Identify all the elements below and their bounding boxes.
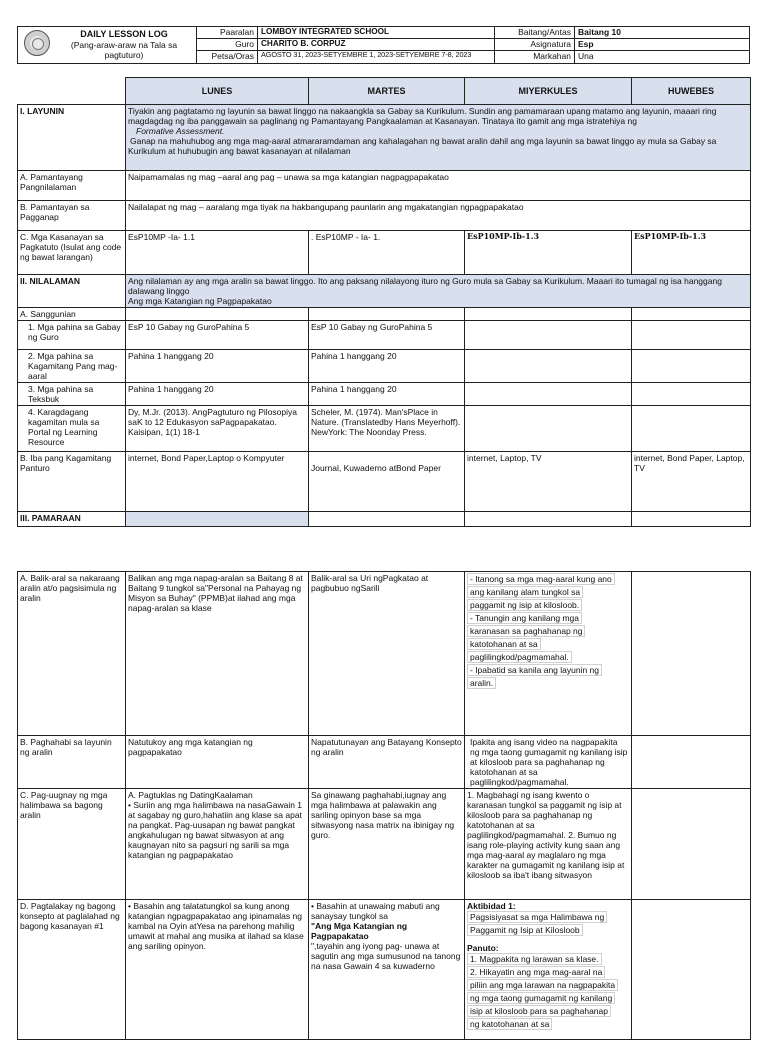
col-huwebes: HUWEBES: [632, 78, 751, 105]
school-header: [17, 26, 750, 64]
cell-miyerkules: 1. Magbahagi ng isang kwento o karanasan tungkol sa paggamit ng isip at kilosloob para sa paghahanap ng katotohanan at sa paglilingkod/pagmamahal. 2. Bumuo ng isang role-playing activity kung saan ang mga mag-aaral ay maglalaro ng mga karakter na gumagamit ng kanilang isip at kilosloob sa iba't ibang sitwasyon: [465, 789, 632, 900]
cell-huwebes: [632, 350, 751, 383]
nilalaman-label: II. NILALAMAN: [18, 275, 126, 308]
line: 1. Magpakita ng larawan sa klase.: [467, 953, 602, 965]
iba-pang-kagamitan-row: [18, 452, 751, 512]
martes-line-1: • Basahin at unawaing mabuti ang sanaysay tungkol sa: [311, 901, 440, 922]
kasanayan-row: [18, 231, 751, 275]
cell-lunes: • Basahin ang talatatungkol sa kung anong katangian ngpagpapakatao ang ipinamalas ng kambal na Oyin atYesa na parehong mahilig umawit at mahal ang musika at ilahad sa klase ang sariling opinyon.: [126, 900, 309, 1040]
line: piliin ang mga larawan na nagpapakita: [467, 979, 618, 991]
cell-huwebes: [632, 900, 751, 1040]
cell-lunes: internet, Bond Paper,Laptop o Kompyuter: [126, 452, 309, 512]
sanggunian-label: A. Sanggunian: [18, 308, 126, 321]
cell-martes: Balik-aral sa Uri ngPagkatao at pagbubuo ngSarili: [309, 572, 465, 736]
header-title: [54, 29, 194, 60]
dll-title: DAILY LESSON LOG: [80, 29, 168, 39]
line: 2. Hikayatin ang mga mag-aaral na: [467, 966, 605, 978]
guro-value: CHARITO B. CORPUZ: [257, 39, 494, 50]
pamaraan-label: III. PAMARAAN: [18, 512, 126, 527]
pamantayan-sa-pagganap-row: [18, 201, 751, 231]
line: Paggamit ng Isip at Kilosloob: [467, 924, 583, 936]
line: paggamit ng isip at kilosloob.: [467, 599, 582, 611]
col-martes: MARTES: [309, 78, 465, 105]
line: paglilingkod/pagmamahal.: [467, 651, 572, 663]
layunin-label: I. LAYUNIN: [18, 105, 126, 171]
cell-miyerkules: [465, 383, 632, 406]
cell-huwebes: [632, 736, 751, 789]
nilalaman-text-2: Ang mga Katangian ng Pagpapakatao: [128, 296, 272, 307]
cell-martes: Sa ginawang paghahabi,iugnay ang mga halimbawa at palawakin ang sariling opinyon base sa mga sitwasyong nasa matrix na ibinigay ng guro.: [309, 789, 465, 900]
cell-lunes: EsP 10 Gabay ng GuroPahina 5: [126, 321, 309, 350]
row-label: 2. Mga pahina sa Kagamitang Pang mag-aaral: [18, 350, 126, 383]
row-label: 4. Karagdagang kagamitan mula sa Portal ng Learning Resource: [18, 406, 126, 452]
nilalaman-row: [18, 275, 751, 308]
layunin-row: [18, 105, 751, 171]
cell-martes: Pahina 1 hanggang 20: [309, 383, 465, 406]
kagamitang-row: [18, 350, 751, 383]
markahan-label: Markahan: [494, 51, 574, 63]
panuto-title: Panuto:: [467, 943, 499, 954]
cell-miyerkules: internet, Laptop, TV: [465, 452, 632, 512]
cell-lunes: [126, 789, 309, 900]
cell-lunes: Pahina 1 hanggang 20: [126, 383, 309, 406]
row-label: D. Pagtalakay ng bagong konsepto at paglalahad ng bagong kasanayan #1: [18, 900, 126, 1040]
day-header-row: [18, 78, 751, 105]
baitang-label: Baitang/Antas: [494, 27, 574, 38]
cell-martes: Scheler, M. (1974). Man'sPlace in Nature. (Translatedby Hans Meyerhoff). NewYork: The Noonday Press.: [309, 406, 465, 452]
row-label: A. Balik-aral sa nakaraang aralin at/o pagsisimula ng aralin: [18, 572, 126, 736]
row-label: B. Pamantayan sa Pagganap: [18, 201, 126, 231]
dll-subtitle: (Pang-araw-araw na Tala sa pagtuturo): [70, 39, 178, 60]
cell-huwebes: internet, Bond Paper, Laptop, TV: [632, 452, 751, 512]
cell-martes: EsP 10 Gabay ng GuroPahina 5: [309, 321, 465, 350]
petsa-label: Petsa/Oras: [196, 51, 257, 63]
row-label: 1. Mga pahina sa Gabay ng Guro: [18, 321, 126, 350]
kasanayan-huwebes: EsP10MP-Ib-1.3: [632, 231, 751, 275]
line: ng katotohanan at sa: [467, 1018, 552, 1030]
pagtalakay-row: [18, 900, 751, 1040]
cell-huwebes: [632, 406, 751, 452]
pamaraan-table: [17, 571, 751, 1040]
col-miyerkules: MIYERKULES: [465, 78, 632, 105]
line: ng mga taong gumagamit ng kanilang: [467, 992, 615, 1004]
nilalaman-text: [126, 275, 751, 308]
paghahabi-row: [18, 736, 751, 789]
kasanayan-label: C. Mga Kasanayan sa Pagkatuto (Isulat ang code ng bawat larangan): [18, 231, 126, 275]
row-label: B. Paghahabi sa layunin ng aralin: [18, 736, 126, 789]
layunin-text: [126, 105, 751, 171]
row-label: 3. Mga pahina sa Teksbuk: [18, 383, 126, 406]
guro-label: Guro: [196, 39, 257, 50]
row-label: A. Pamantayang Pangnilalaman: [18, 171, 126, 201]
layunin-text-3: Ganap na mahuhubog ang mga mag-aaral atmararamdaman ang kahalagahan ng bawat aralin dahil ang mga layunin sa bawat linggo ay mula sa Gabay sa Kurikulum at huhubugin ang bawat kasanayan at nilalaman: [128, 136, 717, 157]
nilalaman-text-1: Ang nilalaman ay ang mga aralin sa bawat linggo. Ito ang paksang nilalayong ituro ng Guro mula sa Gabay sa Kurikulum. Maaari ito tumagal ng isa hanggang dalawang linggo: [128, 276, 722, 297]
cell-lunes: Balikan ang mga napag-aralan sa Baitang 8 at Baitang 9 tungkol sa"Personal na Pahayag ng Misyon sa Buhay" (PPMB)at ilahad ang mga napag-aralan sa klase: [126, 572, 309, 736]
cell-huwebes: [632, 321, 751, 350]
kasanayan-miyerkules: EsP10MP-Ib-1.3: [465, 231, 632, 275]
line: ang kanilang alam tungkol sa: [467, 586, 583, 598]
cell-martes: Pahina 1 hanggang 20: [309, 350, 465, 383]
paaralan-value: LOMBOY INTEGRATED SCHOOL: [257, 27, 494, 38]
pag-uugnay-row: [18, 789, 751, 900]
cell-miyerkules: [465, 406, 632, 452]
cell-lunes: Natutukoy ang mga katangian ng pagpapakatao: [126, 736, 309, 789]
cell-martes: [309, 900, 465, 1040]
deped-seal-icon: [24, 30, 50, 56]
cell-huwebes: [632, 383, 751, 406]
petsa-value: AGOSTO 31, 2023-SETYEMBRE 1, 2023-SETYEMBRE 7-8, 2023: [257, 51, 494, 63]
asignatura-label: Asignatura: [494, 39, 574, 50]
row-label: B. Iba pang Kagamitang Panturo: [18, 452, 126, 512]
line: - Tanungin ang kanilang mga: [467, 612, 582, 624]
row-label: C. Pag-uugnay ng mga halimbawa sa bagong aralin: [18, 789, 126, 900]
kasanayan-lunes: EsP10MP -Ia- 1.1: [126, 231, 309, 275]
line: - Ipabatid sa kanila ang layunin ng: [467, 664, 602, 676]
cell-martes: Journal, Kuwaderno atBond Paper: [309, 452, 465, 512]
markahan-value: Una: [574, 51, 750, 63]
row-text: Nailalapat ng mag – aaralang mga tiyak na hakbangupang paunlarin ang mgakatangian ngpagpapakatao: [126, 201, 751, 231]
line: katotohanan at sa: [467, 638, 541, 650]
martes-line-3: ",tayahin ang iyong pag- unawa at sagutin ang mga sumusunod na tanong na nasa Gawain 4 sa kuwaderno: [311, 941, 461, 972]
col-lunes: LUNES: [126, 78, 309, 105]
pamantayang-pangnilalaman-row: [18, 171, 751, 201]
lunes-line-2: • Suriin ang mga halimbawa na nasaGawain 1 at sagabay ng guro,hahatiin ang klase sa apat na pangkat. Pag-uusapan ng bawat pangkat angkahulugan ng bawat sitwasyon at ang kaugnayan nito sa pagsuri ng sarili sa mga katangian ng pagpapakatao: [128, 800, 303, 861]
lunes-line-1: A. Pagtuklas ng DatingKaalaman: [128, 790, 253, 801]
cell-miyerkules: [465, 900, 632, 1040]
paaralan-label: Paaralan: [196, 27, 257, 38]
line: aralin.: [467, 677, 496, 689]
cell-miyerkules: [465, 350, 632, 383]
cell-lunes: Dy, M.Jr. (2013). AngPagtuturo ng Pilosopiya saK to 12 Edukasyon saPagpapakatao. Kaisipan, 1(1) 18-1: [126, 406, 309, 452]
line: isip at kilosloob para sa paghahanap: [467, 1005, 611, 1017]
cell-huwebes: [632, 789, 751, 900]
cell-miyerkules: [465, 321, 632, 350]
layunin-text-1: Tiyakin ang pagtatamo ng layunin sa bawat linggo na nakaangkla sa Gabay sa Kurikulum. Sundin ang pamamaraan upang matamo ang layunin, maaari ring magdagdag ng iba panggawain sa paglinang ng Pamantayang Pangkaalaman at Kasanayan. Tinataya ito gamit ang mga istratehiya ng: [128, 106, 717, 127]
pamaraan-row: [18, 512, 751, 527]
row-text: Naipamamalas ng mag –aaral ang pag – unawa sa mga katangian nagpagpapakatao: [126, 171, 751, 201]
kasanayan-martes: . EsP10MP - Ia- 1.: [309, 231, 465, 275]
martes-line-2: "Ang Mga Katangian ng Pagpapakatao: [311, 921, 408, 942]
line: Pagsisiyasat sa mga Halimbawa ng: [467, 911, 607, 923]
cell-huwebes: [632, 572, 751, 736]
baitang-value: Baitang 10: [574, 27, 750, 38]
cell-lunes: Pahina 1 hanggang 20: [126, 350, 309, 383]
sanggunian-row: [18, 308, 751, 321]
portal-row: [18, 406, 751, 452]
aktibidad-title: Aktibidad 1:: [467, 901, 516, 912]
cell-martes: Napatutunayan ang Batayang Konsepto ng aralin: [309, 736, 465, 789]
cell-miyerkules: Ipakita ang isang video na nagpapakita ng mga taong gumagamit ng kanilang isip at kilosloob para sa paghahanap ng katotohanan at sa paglilingkod/pagmamahal.: [465, 736, 632, 789]
gabay-guro-row: [18, 321, 751, 350]
line: karanasan sa paghahanap ng: [467, 625, 585, 637]
cell-miyerkules: [465, 572, 632, 736]
lesson-log-table: [17, 77, 751, 527]
asignatura-value: Esp: [574, 39, 750, 50]
line: - Itanong sa mga mag-aaral kung ano: [467, 573, 615, 585]
header-info-grid: [196, 27, 750, 63]
layunin-text-2: Formative Assessment.: [136, 126, 225, 137]
balik-aral-row: [18, 572, 751, 736]
teksbuk-row: [18, 383, 751, 406]
